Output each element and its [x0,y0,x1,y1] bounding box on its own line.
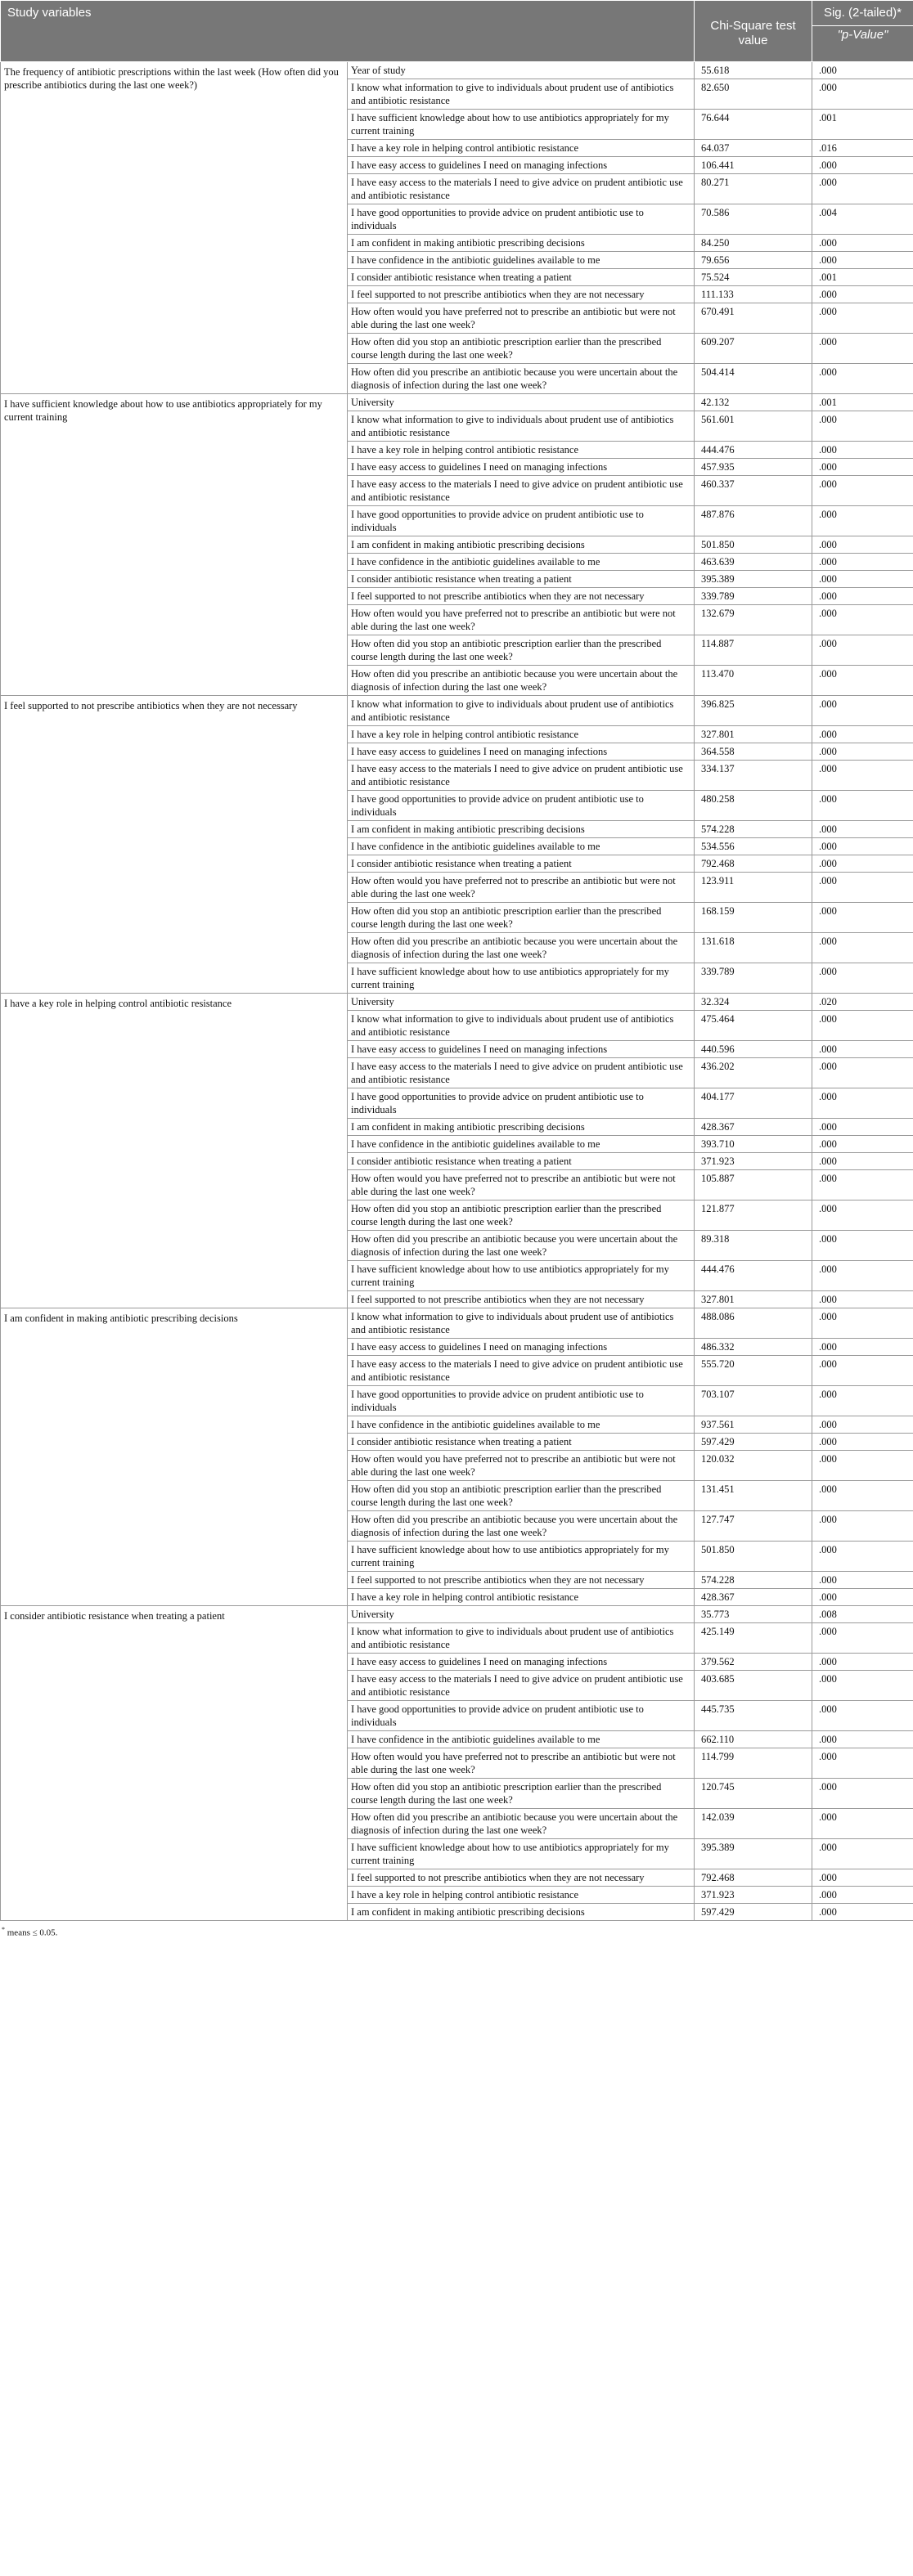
chi-square-value-cell: 334.137 [695,761,812,791]
p-value-cell: .000 [812,1671,913,1701]
compared-variable-cell: I have sufficient knowledge about how to use antibiotics appropriately for my current training [348,1542,695,1572]
compared-variable-cell: I know what information to give to individuals about prudent use of antibiotics and antibiotic resistance [348,1308,695,1339]
compared-variable-cell: I have good opportunities to provide advice on prudent antibiotic use to individuals [348,1088,695,1119]
compared-variable-cell: I consider antibiotic resistance when treating a patient [348,269,695,286]
compared-variable-cell: I have good opportunities to provide advice on prudent antibiotic use to individuals [348,1701,695,1731]
p-value-cell: .000 [812,1904,913,1921]
chi-square-value-cell: 105.887 [695,1170,812,1200]
compared-variable-cell: How often would you have preferred not to prescribe an antibiotic but were not able during the last one week? [348,605,695,635]
compared-variable-cell: I have easy access to guidelines I need on managing infections [348,1041,695,1058]
chi-square-value-cell: 393.710 [695,1136,812,1153]
chi-square-value-cell: 440.596 [695,1041,812,1058]
chi-square-value-cell: 75.524 [695,269,812,286]
p-value-cell: .000 [812,286,913,303]
chi-square-value-cell: 106.441 [695,157,812,174]
compared-variable-cell: I have easy access to guidelines I need on managing infections [348,157,695,174]
chi-square-value-cell: 395.389 [695,571,812,588]
p-value-cell: .000 [812,873,913,903]
chi-square-value-cell: 111.133 [695,286,812,303]
chi-square-value-cell: 460.337 [695,476,812,506]
p-value-cell: .000 [812,1511,913,1542]
study-variable-cell: I am confident in making antibiotic prescribing decisions [1,1308,348,1606]
p-value-cell: .000 [812,821,913,838]
compared-variable-cell: I consider antibiotic resistance when treating a patient [348,571,695,588]
compared-variable-cell: I am confident in making antibiotic prescribing decisions [348,1119,695,1136]
chi-square-value-cell: 670.491 [695,303,812,334]
compared-variable-cell: How often did you prescribe an antibiotic because you were uncertain about the diagnosis of infection during the last one week? [348,1231,695,1261]
p-value-cell: .001 [812,110,913,140]
chi-square-value-cell: 64.037 [695,140,812,157]
chi-square-value-cell: 379.562 [695,1654,812,1671]
chi-square-value-cell: 339.789 [695,588,812,605]
compared-variable-cell: I am confident in making antibiotic prescribing decisions [348,821,695,838]
p-value-cell: .000 [812,1170,913,1200]
p-value-cell: .000 [812,1261,913,1291]
compared-variable-cell: I have a key role in helping control antibiotic resistance [348,1589,695,1606]
p-value-cell: .000 [812,79,913,110]
chi-square-value-cell: 79.656 [695,252,812,269]
chi-square-value-cell: 114.887 [695,635,812,666]
chi-square-value-cell: 339.789 [695,963,812,994]
compared-variable-cell: I have confidence in the antibiotic guidelines available to me [348,1136,695,1153]
table-row [1,1606,913,1623]
compared-variable-cell: I have easy access to the materials I need to give advice on prudent antibiotic use and antibiotic resistance [348,1058,695,1088]
compared-variable-cell: I have easy access to the materials I need to give advice on prudent antibiotic use and antibiotic resistance [348,761,695,791]
compared-variable-cell: I feel supported to not prescribe antibiotics when they are not necessary [348,1291,695,1308]
chi-square-value-cell: 534.556 [695,838,812,855]
compared-variable-cell: I feel supported to not prescribe antibiotics when they are not necessary [348,286,695,303]
compared-variable-cell: I know what information to give to individuals about prudent use of antibiotics and antibiotic resistance [348,411,695,442]
p-value-cell: .000 [812,855,913,873]
p-value-cell: .000 [812,1119,913,1136]
compared-variable-cell: I have a key role in helping control antibiotic resistance [348,442,695,459]
p-value-cell: .000 [812,334,913,364]
study-variables-header: Study variables [1,1,695,62]
compared-variable-cell: How often would you have preferred not to prescribe an antibiotic but were not able during the last one week? [348,1748,695,1779]
p-value-cell: .000 [812,1058,913,1088]
compared-variable-cell: I have easy access to guidelines I need on managing infections [348,459,695,476]
p-value-cell: .000 [812,726,913,743]
chi-square-value-cell: 561.601 [695,411,812,442]
p-value-header-label: "p-Value" [837,28,888,42]
p-value-cell: .000 [812,1339,913,1356]
p-value-cell: .000 [812,1748,913,1779]
p-value-cell: .020 [812,994,913,1011]
chi-square-value-cell: 121.877 [695,1200,812,1231]
p-value-cell: .000 [812,1011,913,1041]
p-value-cell: .000 [812,1386,913,1416]
p-value-cell: .000 [812,411,913,442]
compared-variable-cell: I have confidence in the antibiotic guidelines available to me [348,252,695,269]
footnote-text: means ≤ 0.05. [5,1928,58,1938]
p-value-cell: .000 [812,1809,913,1839]
table-header [1,1,913,62]
compared-variable-cell: How often did you prescribe an antibiotic because you were uncertain about the diagnosis of infection during the last one week? [348,1809,695,1839]
p-value-cell: .000 [812,933,913,963]
chi-square-value-cell: 114.799 [695,1748,812,1779]
compared-variable-cell: I have good opportunities to provide advice on prudent antibiotic use to individuals [348,791,695,821]
chi-square-value-cell: 84.250 [695,235,812,252]
p-value-cell: .000 [812,903,913,933]
chi-square-value-cell: 428.367 [695,1119,812,1136]
chi-square-value-cell: 76.644 [695,110,812,140]
compared-variable-cell: I have easy access to the materials I need to give advice on prudent antibiotic use and antibiotic resistance [348,1671,695,1701]
compared-variable-cell: How often would you have preferred not to prescribe an antibiotic but were not able during the last one week? [348,1170,695,1200]
compared-variable-cell: I have a key role in helping control antibiotic resistance [348,726,695,743]
compared-variable-cell: I have confidence in the antibiotic guidelines available to me [348,1416,695,1434]
compared-variable-cell: I have good opportunities to provide advice on prudent antibiotic use to individuals [348,506,695,536]
compared-variable-cell: How often did you stop an antibiotic prescription earlier than the prescribed course length during the last one week? [348,1481,695,1511]
compared-variable-cell: How often did you prescribe an antibiotic because you were uncertain about the diagnosis of infection during the last one week? [348,933,695,963]
study-variable-cell: I consider antibiotic resistance when treating a patient [1,1606,348,1921]
p-value-cell: .000 [812,506,913,536]
chi-square-value-cell: 703.107 [695,1386,812,1416]
chi-square-value-cell: 131.618 [695,933,812,963]
p-value-cell: .000 [812,1200,913,1231]
p-value-cell: .000 [812,1136,913,1153]
compared-variable-cell: I have easy access to the materials I need to give advice on prudent antibiotic use and antibiotic resistance [348,174,695,204]
chi-square-value-cell: 444.476 [695,442,812,459]
p-value-cell: .000 [812,1701,913,1731]
compared-variable-cell: I know what information to give to individuals about prudent use of antibiotics and antibiotic resistance [348,79,695,110]
compared-variable-cell: How often would you have preferred not to prescribe an antibiotic but were not able during the last one week? [348,303,695,334]
header-row [1,1,913,62]
chi-square-header: Chi-Square test value [695,1,812,62]
chi-square-value-cell: 70.586 [695,204,812,235]
footnote-marker: * [2,1926,5,1933]
chi-square-value-cell: 42.132 [695,394,812,411]
sig-header [812,1,913,62]
table-row [1,62,913,79]
compared-variable-cell: How often did you prescribe an antibiotic because you were uncertain about the diagnosis of infection during the last one week? [348,1511,695,1542]
table-body [1,62,913,1921]
p-value-cell: .000 [812,666,913,696]
p-value-cell: .000 [812,364,913,394]
chi-square-value-cell: 80.271 [695,174,812,204]
chi-square-value-cell: 574.228 [695,1572,812,1589]
chi-square-value-cell: 436.202 [695,1058,812,1088]
p-value-cell: .000 [812,1308,913,1339]
chi-square-value-cell: 504.414 [695,364,812,394]
chi-square-value-cell: 487.876 [695,506,812,536]
compared-variable-cell: How often would you have preferred not to prescribe an antibiotic but were not able during the last one week? [348,1451,695,1481]
p-value-cell: .000 [812,174,913,204]
compared-variable-cell: How often did you prescribe an antibiotic because you were uncertain about the diagnosis of infection during the last one week? [348,364,695,394]
compared-variable-cell: I have sufficient knowledge about how to use antibiotics appropriately for my current training [348,1261,695,1291]
p-value-cell: .000 [812,791,913,821]
p-value-cell: .000 [812,554,913,571]
table-footnote [0,1921,913,1943]
compared-variable-cell: I have easy access to guidelines I need on managing infections [348,743,695,761]
chi-square-value-cell: 35.773 [695,1606,812,1623]
compared-variable-cell: University [348,394,695,411]
compared-variable-cell: I feel supported to not prescribe antibiotics when they are not necessary [348,1572,695,1589]
compared-variable-cell: Year of study [348,62,695,79]
chi-square-value-cell: 428.367 [695,1589,812,1606]
p-value-cell: .000 [812,1434,913,1451]
chi-square-value-cell: 597.429 [695,1434,812,1451]
compared-variable-cell: I consider antibiotic resistance when treating a patient [348,855,695,873]
chi-square-value-cell: 142.039 [695,1809,812,1839]
chi-square-value-cell: 475.464 [695,1011,812,1041]
study-variable-cell: I feel supported to not prescribe antibiotics when they are not necessary [1,696,348,994]
compared-variable-cell: I feel supported to not prescribe antibiotics when they are not necessary [348,588,695,605]
p-value-cell: .000 [812,1291,913,1308]
compared-variable-cell: I have sufficient knowledge about how to use antibiotics appropriately for my current training [348,963,695,994]
chi-square-value-cell: 457.935 [695,459,812,476]
p-value-cell: .000 [812,1451,913,1481]
compared-variable-cell: I know what information to give to individuals about prudent use of antibiotics and antibiotic resistance [348,696,695,726]
study-variable-cell: I have sufficient knowledge about how to use antibiotics appropriately for my current training [1,394,348,696]
compared-variable-cell: I have sufficient knowledge about how to use antibiotics appropriately for my current training [348,1839,695,1869]
compared-variable-cell: I have confidence in the antibiotic guidelines available to me [348,1731,695,1748]
p-value-cell: .000 [812,157,913,174]
chi-square-value-cell: 404.177 [695,1088,812,1119]
p-value-cell: .001 [812,269,913,286]
chi-square-value-cell: 395.389 [695,1839,812,1869]
chi-square-value-cell: 82.650 [695,79,812,110]
chi-square-value-cell: 327.801 [695,726,812,743]
p-value-cell: .000 [812,571,913,588]
chi-square-value-cell: 131.451 [695,1481,812,1511]
compared-variable-cell: I have easy access to guidelines I need on managing infections [348,1339,695,1356]
compared-variable-cell: I have easy access to the materials I need to give advice on prudent antibiotic use and antibiotic resistance [348,1356,695,1386]
compared-variable-cell: University [348,994,695,1011]
compared-variable-cell: I feel supported to not prescribe antibiotics when they are not necessary [348,1869,695,1887]
p-value-cell: .000 [812,1231,913,1261]
chi-square-value-cell: 32.324 [695,994,812,1011]
p-value-cell: .000 [812,1542,913,1572]
compared-variable-cell: I have a key role in helping control antibiotic resistance [348,140,695,157]
p-value-cell: .000 [812,1153,913,1170]
p-value-cell: .000 [812,743,913,761]
study-variable-cell: The frequency of antibiotic prescriptions within the last week (How often did you prescribe antibiotics during the last one week?) [1,62,348,394]
compared-variable-cell: How often did you stop an antibiotic prescription earlier than the prescribed course length during the last one week? [348,334,695,364]
p-value-cell: .016 [812,140,913,157]
chi-square-value-cell: 501.850 [695,1542,812,1572]
compared-variable-cell: I have confidence in the antibiotic guidelines available to me [348,554,695,571]
chi-square-value-cell: 403.685 [695,1671,812,1701]
compared-variable-cell: University [348,1606,695,1623]
chi-square-value-cell: 444.476 [695,1261,812,1291]
chi-square-value-cell: 463.639 [695,554,812,571]
p-value-cell: .000 [812,1481,913,1511]
chi-square-value-cell: 364.558 [695,743,812,761]
chi-square-value-cell: 488.086 [695,1308,812,1339]
chi-square-value-cell: 555.720 [695,1356,812,1386]
p-value-cell: .000 [812,1623,913,1654]
chi-square-value-cell: 120.032 [695,1451,812,1481]
table-row [1,994,913,1011]
compared-variable-cell: I have easy access to the materials I need to give advice on prudent antibiotic use and antibiotic resistance [348,476,695,506]
chi-square-value-cell: 445.735 [695,1701,812,1731]
sig-header-label: Sig. (2-tailed)* [812,1,913,26]
p-value-cell: .000 [812,62,913,79]
compared-variable-cell: I know what information to give to individuals about prudent use of antibiotics and antibiotic resistance [348,1011,695,1041]
chi-square-value-cell: 89.318 [695,1231,812,1261]
p-value-cell: .000 [812,1356,913,1386]
chi-square-value-cell: 120.745 [695,1779,812,1809]
p-value-cell: .000 [812,1088,913,1119]
p-value-cell: .000 [812,588,913,605]
compared-variable-cell: I am confident in making antibiotic prescribing decisions [348,235,695,252]
p-value-cell: .000 [812,476,913,506]
compared-variable-cell: I have a key role in helping control antibiotic resistance [348,1887,695,1904]
chi-square-value-cell: 574.228 [695,821,812,838]
compared-variable-cell: I am confident in making antibiotic prescribing decisions [348,536,695,554]
table-row [1,394,913,411]
chi-square-value-cell: 113.470 [695,666,812,696]
p-value-cell: .001 [812,394,913,411]
chi-square-value-cell: 132.679 [695,605,812,635]
compared-variable-cell: I have easy access to guidelines I need on managing infections [348,1654,695,1671]
chi-square-value-cell: 371.923 [695,1887,812,1904]
p-value-cell: .000 [812,235,913,252]
p-value-cell: .000 [812,1041,913,1058]
p-value-cell: .000 [812,1887,913,1904]
p-value-cell: .000 [812,761,913,791]
chi-square-value-cell: 792.468 [695,1869,812,1887]
p-value-cell: .000 [812,696,913,726]
p-value-cell: .000 [812,1416,913,1434]
p-value-cell: .000 [812,963,913,994]
chi-square-value-cell: 168.159 [695,903,812,933]
p-value-cell: .000 [812,1589,913,1606]
table-row [1,1308,913,1339]
chi-square-value-cell: 396.825 [695,696,812,726]
compared-variable-cell: I consider antibiotic resistance when treating a patient [348,1434,695,1451]
p-value-cell: .000 [812,536,913,554]
chi-square-value-cell: 123.911 [695,873,812,903]
compared-variable-cell: I have good opportunities to provide advice on prudent antibiotic use to individuals [348,204,695,235]
compared-variable-cell: How often did you stop an antibiotic prescription earlier than the prescribed course length during the last one week? [348,1200,695,1231]
chi-square-value-cell: 127.747 [695,1511,812,1542]
chi-square-value-cell: 327.801 [695,1291,812,1308]
p-value-cell: .000 [812,442,913,459]
compared-variable-cell: I have good opportunities to provide advice on prudent antibiotic use to individuals [348,1386,695,1416]
p-value-cell: .000 [812,1839,913,1869]
chi-square-value-cell: 792.468 [695,855,812,873]
p-value-cell: .000 [812,1654,913,1671]
p-value-cell: .000 [812,459,913,476]
table-row [1,696,913,726]
p-value-cell: .000 [812,252,913,269]
chi-square-value-cell: 609.207 [695,334,812,364]
p-value-cell: .000 [812,1779,913,1809]
compared-variable-cell: I have sufficient knowledge about how to use antibiotics appropriately for my current training [348,110,695,140]
compared-variable-cell: How often did you stop an antibiotic prescription earlier than the prescribed course length during the last one week? [348,635,695,666]
compared-variable-cell: I have confidence in the antibiotic guidelines available to me [348,838,695,855]
p-value-cell: .008 [812,1606,913,1623]
compared-variable-cell: How often did you prescribe an antibiotic because you were uncertain about the diagnosis of infection during the last one week? [348,666,695,696]
chi-square-value-cell: 597.429 [695,1904,812,1921]
compared-variable-cell: I am confident in making antibiotic prescribing decisions [348,1904,695,1921]
compared-variable-cell: How often did you stop an antibiotic prescription earlier than the prescribed course length during the last one week? [348,1779,695,1809]
chi-square-value-cell: 662.110 [695,1731,812,1748]
p-value-cell: .000 [812,838,913,855]
chi-square-value-cell: 501.850 [695,536,812,554]
compared-variable-cell: How often would you have preferred not to prescribe an antibiotic but were not able during the last one week? [348,873,695,903]
p-value-cell: .000 [812,303,913,334]
p-value-cell: .000 [812,605,913,635]
study-variable-cell: I have a key role in helping control antibiotic resistance [1,994,348,1308]
chi-square-value-cell: 371.923 [695,1153,812,1170]
chi-square-value-cell: 55.618 [695,62,812,79]
p-value-cell: .000 [812,1572,913,1589]
compared-variable-cell: I know what information to give to individuals about prudent use of antibiotics and antibiotic resistance [348,1623,695,1654]
compared-variable-cell: I consider antibiotic resistance when treating a patient [348,1153,695,1170]
chi-square-value-cell: 486.332 [695,1339,812,1356]
p-value-cell: .004 [812,204,913,235]
p-value-cell: .000 [812,635,913,666]
chi-square-value-cell: 425.149 [695,1623,812,1654]
p-value-cell: .000 [812,1869,913,1887]
chi-square-value-cell: 480.258 [695,791,812,821]
chi-square-value-cell: 937.561 [695,1416,812,1434]
p-value-cell: .000 [812,1731,913,1748]
compared-variable-cell: How often did you stop an antibiotic prescription earlier than the prescribed course length during the last one week? [348,903,695,933]
